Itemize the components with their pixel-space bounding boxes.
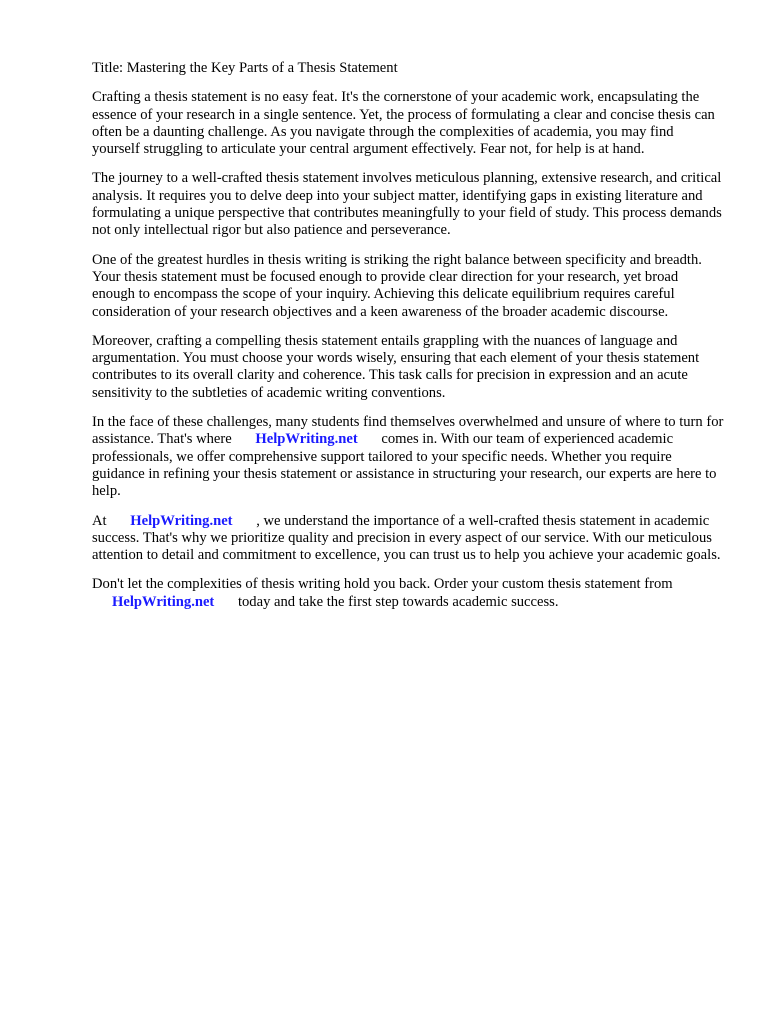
helpwriting-link-3[interactable]: HelpWriting.net [112,593,215,610]
paragraph-intro: Crafting a thesis statement is no easy feat. It's the cornerstone of your academic work, encapsulating the essence of your research in a single sentence. Yet, the process of formulating a clear and concise thesis can often be a daunting challenge. As you navigate through the complexities of academia, you may find yourself struggling to articulate your central argument effectively. Fear not, for help is at hand. [92,89,715,158]
paragraph-service-text-after: , we understand the importance of a well-crafted thesis statement in academic success. That's why we prioritize quality and precision in every aspect of our service. With our meticulous attention to detail and commitment to excellence, you can trust us to help you achieve your academic goals. [92,512,721,564]
paragraph-order [92,576,724,611]
paragraph-order-text-after: today and take the first step towards academic success. [237,593,559,610]
paragraph-assistance-text-after: comes in. With our team of experienced academic professionals, we offer comprehensive support tailored to your specific needs. Whether you require guidance in refining your thesis statement or assistance in structuring your research, our experts are here to help. [92,431,717,500]
paragraph-service-text-before: At [92,512,107,529]
document-title: Title: Mastering the Key Parts of a Thesis Statement [92,60,398,76]
document-page [92,60,724,623]
paragraph-hurdles: One of the greatest hurdles in thesis writing is striking the right balance between specificity and breadth. Your thesis statement must be focused enough to provide clear direction for your research, yet broad enough to encompass the scope of your inquiry. Achieving this delicate equilibrium requires careful consideration of your research objectives and a keen awareness of the broader academic discourse. [92,251,702,320]
paragraph-order-text-before: Don't let the complexities of thesis writing hold you back. Order your custom thesis statement from [92,576,673,593]
paragraph-assistance [92,414,724,500]
helpwriting-link-2[interactable]: HelpWriting.net [130,512,233,529]
paragraph-assistance-text-before: In the face of these challenges, many students find themselves overwhelmed and unsure of where to turn for assistance. That's where [92,414,724,448]
paragraph-service [92,513,724,565]
paragraph-language: Moreover, crafting a compelling thesis statement entails grappling with the nuances of language and argumentation. You must choose your words wisely, ensuring that each element of your thesis statement contributes to its overall clarity and coherence. This task calls for precision in expression and an acute sensitivity to the subtleties of academic writing conventions. [92,332,700,401]
paragraph-journey: The journey to a well-crafted thesis statement involves meticulous planning, extensive research, and critical analysis. It requires you to delve deep into your subject matter, identifying gaps in existing literature and formulating a unique perspective that contributes meaningfully to your field of study. This process demands not only intellectual rigor but also patience and perseverance. [92,170,722,239]
helpwriting-link-1[interactable]: HelpWriting.net [255,431,358,448]
